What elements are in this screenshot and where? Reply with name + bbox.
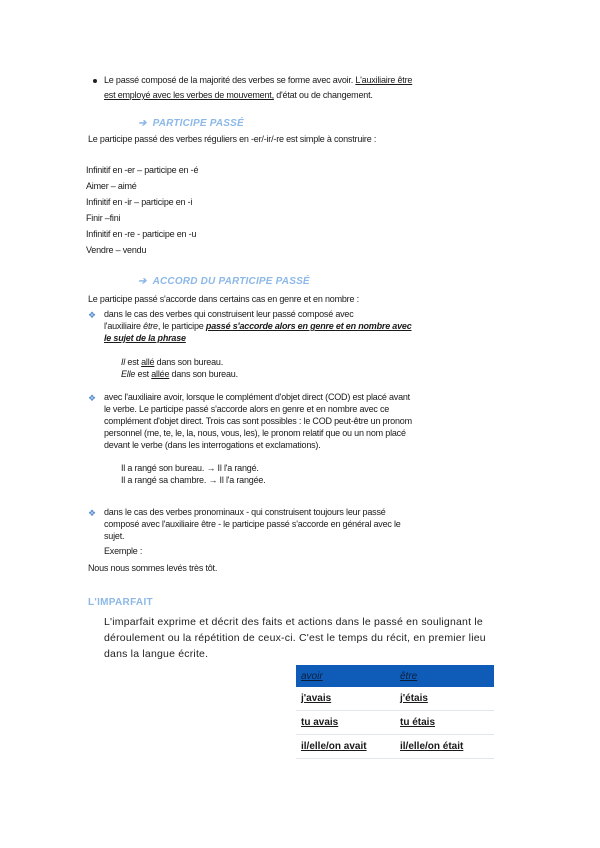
participe-heading	[138, 118, 244, 129]
accord-bullet-1-line-1: dans le cas des verbes qui construisent leur passé composé avec	[104, 309, 354, 319]
accord-heading	[138, 276, 310, 287]
cell-text: j'avais	[301, 693, 332, 704]
accord-bullet-2-line: avec l'auxiliaire avoir, lorsque le complément d'objet direct (COD) est placé avant	[104, 392, 410, 402]
text: est	[135, 369, 152, 379]
emphasis-text: passé s'accorde alors en genre et en nombre avec	[205, 321, 412, 331]
header-text: avoir	[301, 670, 323, 682]
rule-line: Infinitif en -er – participe en -é	[86, 165, 199, 175]
list-bullet	[93, 79, 97, 83]
participe-intro: Le participe passé des verbes réguliers en -er/-ir/-re est simple à construire :	[88, 134, 377, 144]
text: , le participe	[157, 321, 206, 331]
text: être	[143, 321, 158, 331]
arrow-icon: ➔	[138, 118, 147, 129]
participe-heading-text: PARTICIPE PASSÉ	[152, 118, 244, 129]
accord-bullet-1-line-2	[104, 320, 412, 332]
intro-text: d'état ou de changement.	[273, 90, 373, 100]
accord-bullet-3-line: dans le cas des verbes pronominaux - qui construisent toujours leur passé	[104, 507, 386, 517]
text: Il	[121, 357, 126, 367]
table-cell	[296, 687, 395, 711]
table-row	[296, 711, 494, 735]
rule-line: Infinitif en -re - participe en -u	[86, 229, 197, 239]
cell-text: j'étais	[400, 693, 428, 704]
table-cell	[296, 711, 395, 735]
table-cell	[395, 687, 494, 711]
intro-text: Le passé composé de la majorité des verbes se forme avec avoir.	[104, 75, 356, 85]
table-row	[296, 687, 494, 711]
imparfait-line: L'imparfait exprime et décrit des faits et actions dans le passé en soulignant le	[104, 616, 483, 628]
cell-text: il/elle/on avait	[301, 741, 367, 752]
example-line: Il a rangé son bureau. → Il l'a rangé.	[121, 463, 259, 473]
accord-bullet-2-line: complément d'objet direct. Trois cas sont possibles : le COD peut-être un pronom	[104, 416, 412, 426]
accord-bullet-1-line-3: le sujet de la phrase	[104, 333, 186, 343]
text: allée	[151, 369, 170, 379]
accord-intro: Le participe passé s'accorde dans certains cas en genre et en nombre :	[88, 294, 359, 304]
exemple-label: Exemple :	[104, 546, 143, 556]
text: dans son bureau.	[154, 357, 223, 367]
table-cell	[296, 735, 395, 759]
cell-text: tu avais	[301, 717, 339, 728]
rule-line: Infinitif en -ir – participe en -i	[86, 197, 193, 207]
accord-heading-text: ACCORD DU PARTICIPE PASSÉ	[152, 276, 310, 287]
table-cell	[395, 711, 494, 735]
table-row	[296, 735, 494, 759]
text: est	[125, 357, 142, 367]
intro-underlined-text: L'auxiliaire être	[355, 75, 413, 85]
imparfait-line: déroulement ou la répétition de ceux-ci. C'est le temps du récit, en premier lieu	[104, 632, 486, 644]
conjugation-table	[296, 665, 494, 759]
accord-bullet-2-line: le verbe. Le participe passé s'accorde alors en genre et en nombre avec ce	[104, 404, 390, 414]
header-text: être	[400, 670, 418, 682]
rule-line: Aimer – aimé	[86, 181, 137, 191]
cell-text: tu étais	[400, 717, 436, 728]
intro-line-2	[104, 89, 373, 101]
table-header-cell	[395, 665, 494, 687]
accord-bullet-2-line: personnel (me, te, le, la, nous, vous, les), le pronom relatif que ou un nom placé	[104, 428, 406, 438]
diamond-bullet-icon: ❖	[88, 393, 97, 403]
exemple-sentence: Nous nous sommes levés très tôt.	[88, 563, 218, 573]
text: dans son bureau.	[169, 369, 238, 379]
diamond-bullet-icon: ❖	[88, 508, 97, 518]
rule-line: Finir –fini	[86, 213, 121, 223]
example-line	[121, 356, 223, 368]
imparfait-heading: L'IMPARFAIT	[88, 597, 153, 608]
accord-bullet-3-line: sujet.	[104, 531, 125, 541]
table-header-cell	[296, 665, 395, 687]
example-line	[121, 368, 238, 380]
rule-line: Vendre – vendu	[86, 245, 147, 255]
table-header-row	[296, 665, 494, 687]
accord-bullet-3-line: composé avec l'auxiliaire être - le participe passé s'accorde en général avec le	[104, 519, 401, 529]
imparfait-line: dans la langue écrite.	[104, 648, 209, 660]
text: allé	[141, 357, 155, 367]
table-cell	[395, 735, 494, 759]
arrow-icon: ➔	[138, 276, 147, 287]
intro-underlined-text: est employé avec les verbes de mouvement,	[104, 90, 274, 100]
diamond-bullet-icon: ❖	[88, 310, 97, 320]
accord-bullet-2-line: devant le verbe (dans les interrogations et exclamations).	[104, 440, 321, 450]
text: l'auxiliaire	[104, 321, 144, 331]
intro-line-1	[104, 74, 412, 86]
cell-text: il/elle/on était	[400, 741, 464, 752]
example-line: Il a rangé sa chambre. → Il l'a rangée.	[121, 475, 266, 485]
text: Elle	[121, 369, 136, 379]
